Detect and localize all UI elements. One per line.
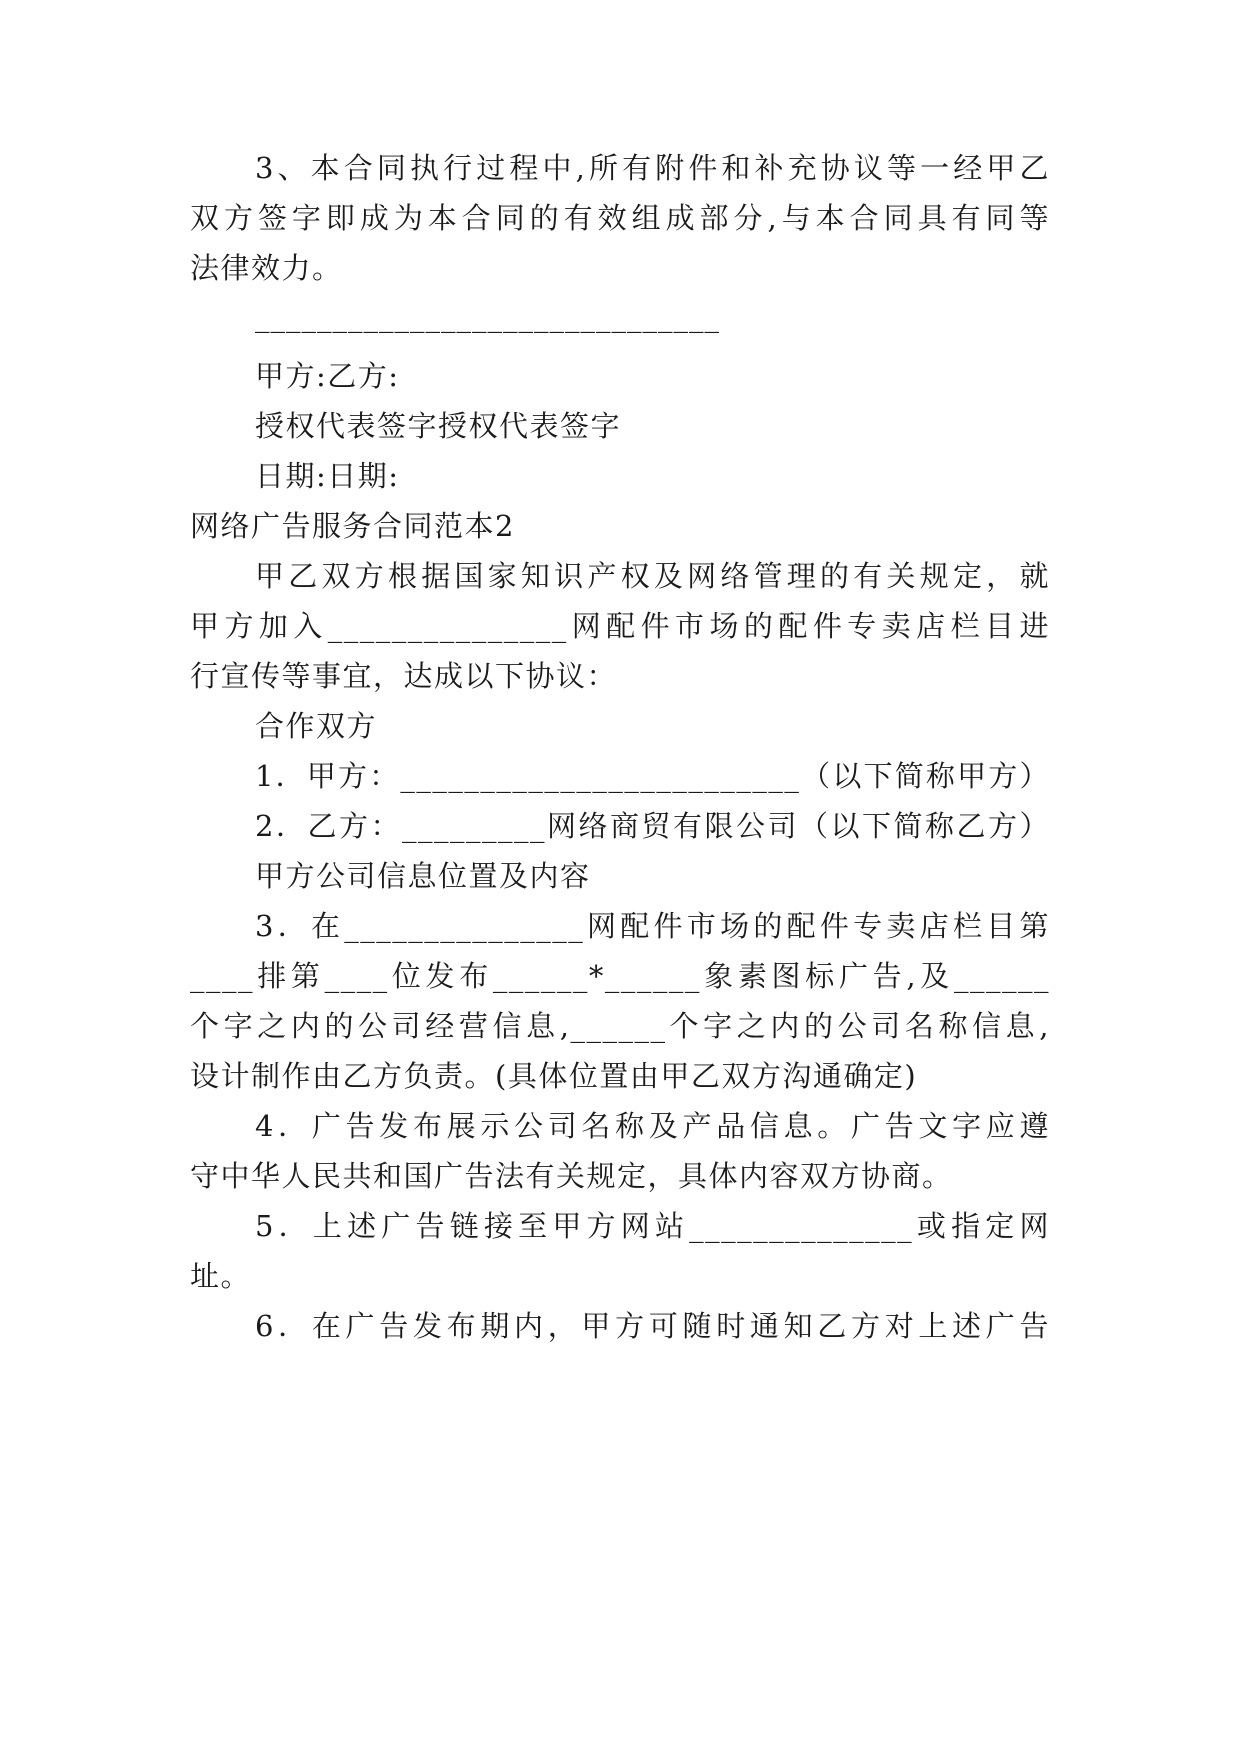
paragraph-line: 行宣传等事宜，达成以下协议： (190, 659, 618, 693)
party-b-line: 2．乙方：_________网络商贸有限公司（以下简称乙方） (255, 809, 1050, 843)
clause-line: 4．广告发布展示公司名称及产品信息。广告文字应遵 (255, 1109, 1050, 1143)
paragraph-line: 甲方加入_______________网配件市场的配件专卖店栏目进 (190, 609, 1050, 643)
clause-line: 守中华人民共和国广告法有关规定，具体内容双方协商。 (190, 1159, 953, 1193)
signature-parties: 甲方:乙方: (255, 359, 400, 393)
signature-representatives: 授权代表签字授权代表签字 (255, 409, 622, 443)
clause-line: ____排第____位发布______*______象素图标广告,及______ (190, 959, 1050, 993)
clause-line: 址。 (190, 1259, 252, 1293)
clause-line: 3．在_______________网配件市场的配件专卖店栏目第 (255, 909, 1050, 943)
signature-dates: 日期:日期: (255, 459, 400, 493)
clause-line: 个字之内的公司经营信息,______个字之内的公司名称信息, (190, 1009, 1050, 1043)
party-a-line: 1．甲方：_________________________（以下简称甲方） (255, 759, 1050, 793)
section-heading: 网络广告服务合同范本2 (190, 509, 515, 543)
subheading: 甲方公司信息位置及内容 (255, 859, 591, 893)
clause-line: 设计制作由乙方负责。(具体位置由甲乙双方沟通确定) (190, 1059, 918, 1093)
paragraph-line: 3、本合同执行过程中,所有附件和补充协议等一经甲乙 (255, 151, 1050, 185)
paragraph-line: 甲乙双方根据国家知识产权及网络管理的有关规定，就 (255, 559, 1050, 593)
paragraph-line: 双方签字即成为本合同的有效组成部分,与本合同具有同等 (190, 201, 1050, 235)
clause-line: 5．上述广告链接至甲方网站______________或指定网 (255, 1209, 1050, 1243)
paragraph-line: 法律效力。 (190, 251, 343, 285)
signature-divider: ______________________________ (255, 299, 720, 333)
clause-line: 6．在广告发布期内，甲方可随时通知乙方对上述广告 (255, 1309, 1050, 1343)
subheading: 合作双方 (255, 709, 378, 743)
